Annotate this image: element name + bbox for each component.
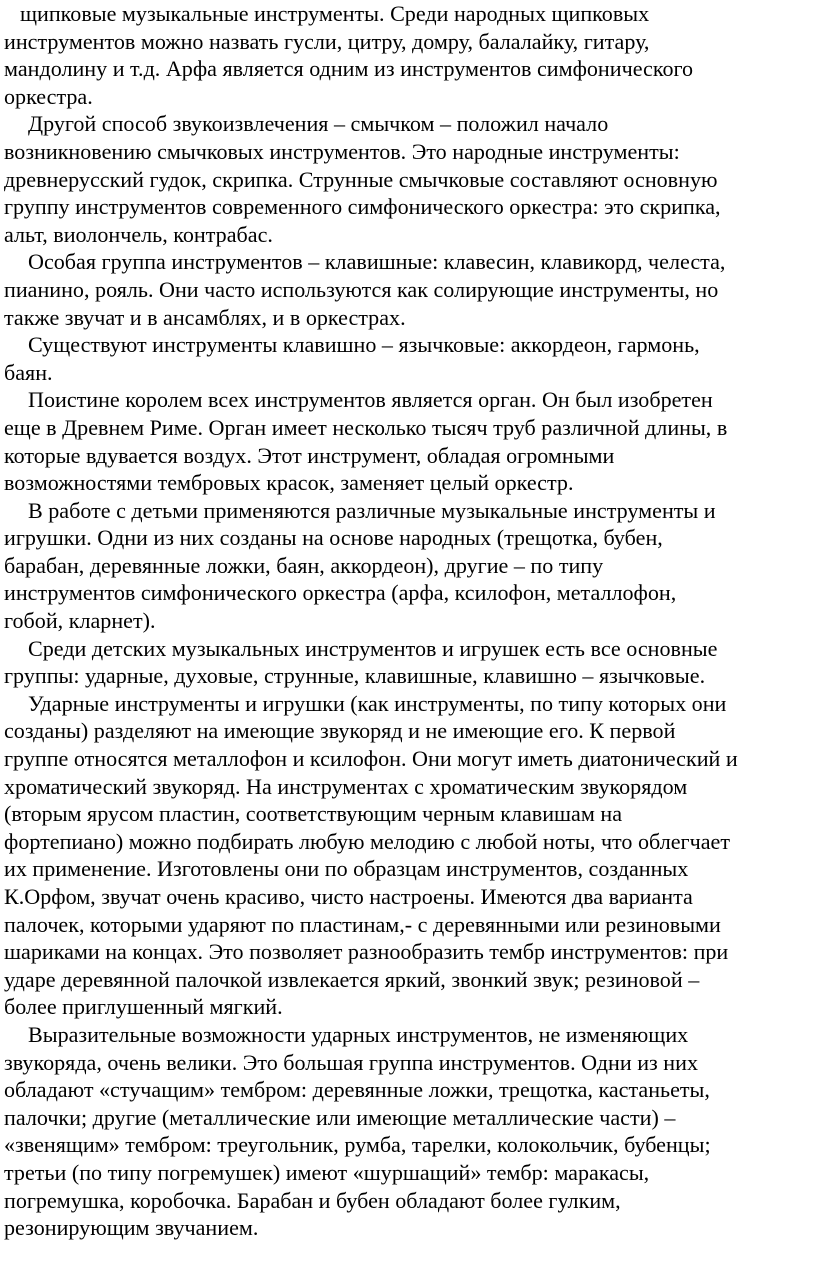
text-line: игрушки. Одни из них созданы на основе народных (трещотка, бубен, bbox=[4, 525, 663, 551]
text-line: оркестра. bbox=[4, 83, 93, 109]
text-line: фортепиано) можно подбирать любую мелодию с любой ноты, что облегчает bbox=[4, 828, 730, 854]
text-line: инструментов можно назвать гусли, цитру, домру, балалайку, гитару, bbox=[4, 28, 650, 54]
text-line: древнерусский гудок, скрипка. Струнные смычковые составляют основную bbox=[4, 166, 718, 192]
text-line: «звенящим» тембром: треугольник, румба, тарелки, колокольчик, бубенцы; bbox=[4, 1132, 711, 1158]
text-line: Поистине королем всех инструментов является орган. Он был изобретен bbox=[28, 387, 713, 413]
text-line: также звучат и в ансамблях, и в оркестрах. bbox=[4, 304, 406, 330]
text-line: Ударные инструменты и игрушки (как инструменты, по типу которых они bbox=[28, 690, 727, 716]
paragraph-percussion-unpitched bbox=[4, 1021, 810, 1242]
paragraph-keyboard-reed-instruments bbox=[4, 331, 810, 386]
paragraph-organ bbox=[4, 386, 810, 496]
text-line: барабан, деревянные ложки, баян, аккордеон), другие – по типу bbox=[4, 552, 604, 578]
text-line: инструментов симфонического оркестра (арфа, ксилофон, металлофон, bbox=[4, 580, 677, 606]
text-line: Существуют инструменты клавишно – язычковые: аккордеон, гармонь, bbox=[28, 332, 700, 358]
text-line: В работе с детьми применяются различные музыкальные инструменты и bbox=[28, 497, 716, 523]
text-line: баян. bbox=[4, 359, 53, 385]
paragraph-children-instruments bbox=[4, 497, 810, 635]
text-line: щипковые музыкальные инструменты. Среди народных щипковых bbox=[20, 1, 650, 26]
text-line: альт, виолончель, контрабас. bbox=[4, 221, 273, 247]
text-line: группы: ударные, духовые, струнные, клавишные, клавишно – язычковые. bbox=[4, 663, 706, 689]
text-line: палочки; другие (металлические или имеющие металлические части) – bbox=[4, 1104, 676, 1130]
text-line: группе относятся металлофон и ксилофон. Они могут иметь диатонический и bbox=[4, 746, 738, 772]
text-line: резонирующим звучанием. bbox=[4, 1215, 259, 1241]
text-line: обладают «стучащим» тембром: деревянные ложки, трещотка, кастаньеты, bbox=[4, 1077, 710, 1103]
text-line: Среди детских музыкальных инструментов и игрушек есть все основные bbox=[28, 635, 718, 661]
paragraph-keyboard-instruments bbox=[4, 248, 810, 331]
text-line: группу инструментов современного симфонического оркестра: это скрипка, bbox=[4, 194, 721, 220]
text-line: пианино, рояль. Они часто используются как солирующие инструменты, но bbox=[4, 276, 719, 302]
paragraph-plucked-instruments bbox=[4, 0, 810, 110]
text-line: К.Орфом, звучат очень красиво, чисто настроены. Имеются два варианта bbox=[4, 884, 693, 909]
text-line: мандолину и т.д. Арфа является одним из инструментов симфонического bbox=[4, 56, 694, 82]
paragraph-bowed-instruments bbox=[4, 110, 810, 248]
text-line: (вторым ярусом пластин, соответствующим черным клавишам на bbox=[4, 801, 622, 827]
text-line: шариками на концах. Это позволяет разнообразить тембр инструментов: при bbox=[4, 939, 729, 965]
text-line: возникновению смычковых инструментов. Это народные инструменты: bbox=[4, 138, 680, 164]
text-line: Другой способ звукоизвлечения – смычком – положил начало bbox=[28, 111, 609, 137]
text-line: еще в Древнем Риме. Орган имеет несколько тысяч труб различной длины, в bbox=[4, 414, 728, 440]
text-line: Выразительные возможности ударных инструментов, не изменяющих bbox=[28, 1021, 689, 1047]
text-line: которые вдувается воздух. Этот инструмент, обладая огромными bbox=[4, 442, 615, 468]
text-line: третьи (по типу погремушек) имеют «шуршащий» тембр: маракасы, bbox=[4, 1159, 650, 1185]
paragraph-instrument-groups bbox=[4, 635, 810, 690]
text-line: палочек, которыми ударяют по пластинам,- с деревянными или резиновыми bbox=[4, 911, 721, 937]
text-line: погремушка, коробочка. Барабан и бубен обладают более гулким, bbox=[4, 1187, 621, 1213]
text-line: Особая группа инструментов – клавишные: клавесин, клавикорд, челеста, bbox=[28, 249, 726, 275]
text-line: гобой, кларнет). bbox=[4, 608, 156, 634]
paragraph-percussion-pitched bbox=[4, 690, 810, 1021]
text-line: более приглушенный мягкий. bbox=[4, 994, 283, 1020]
text-line: возможностями тембровых красок, заменяет целый оркестр. bbox=[4, 470, 574, 496]
text-line: ударе деревянной палочкой извлекается яркий, звонкий звук; резиновой – bbox=[4, 966, 700, 992]
text-line: созданы) разделяют на имеющие звукоряд и не имеющие его. К первой bbox=[4, 718, 676, 744]
text-line: их применение. Изготовлены они по образцам инструментов, созданных bbox=[4, 856, 689, 882]
text-line: хроматический звукоряд. На инструментах с хроматическим звукорядом bbox=[4, 773, 688, 799]
text-line: звукоряда, очень велики. Это большая группа инструментов. Одни из них bbox=[4, 1049, 698, 1075]
